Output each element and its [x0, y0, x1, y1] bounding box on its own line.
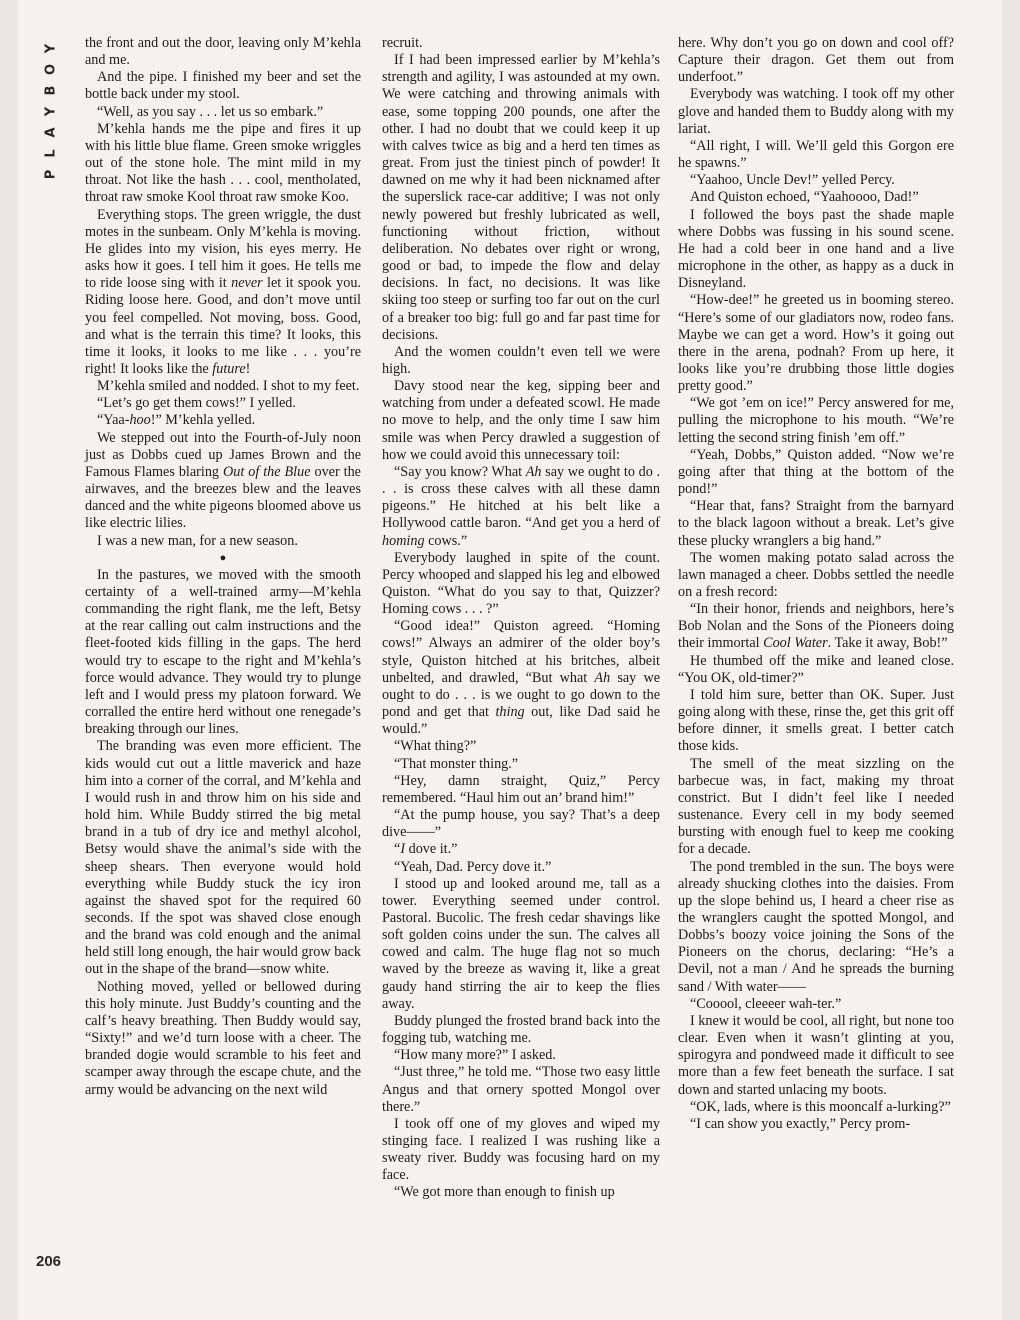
body-paragraph: the front and out the door, leaving only M’kehla and me. [85, 35, 361, 69]
masthead-letter: P [43, 169, 59, 180]
body-paragraph: M’kehla smiled and nodded. I shot to my feet. [97, 378, 360, 395]
body-paragraph: The smell of the meat sizzling on the barbecue was, in fact, making my throat constrict. But I didn’t feel like I needed sustenance. Every cell in my body seemed bursting with enough fuel to keep me cooking for a decade. [678, 755, 954, 858]
body-paragraph: “We got more than enough to finish up [394, 1184, 615, 1201]
body-paragraph: “We got ’em on ice!” Percy answered for me, pulling the microphone to his mouth. “We’re letting the second string finish ’em off.” [678, 395, 954, 446]
body-paragraph: “Hear that, fans? Straight from the barnyard to the black lagoon without a break. Let’s give these plucky wranglers a big hand.” [678, 498, 954, 549]
page-number: 206 [36, 1253, 62, 1270]
body-paragraph: And the pipe. I finished my beer and set the bottle back under my stool. [85, 69, 361, 103]
body-paragraph: “Cooool, cleeeer wah-ter.” [690, 995, 842, 1012]
masthead-letter: Y [43, 43, 59, 54]
body-paragraph: And the women couldn’t even tell we were high. [382, 343, 660, 377]
body-paragraph: “How many more?” I asked. [394, 1047, 556, 1064]
body-paragraph: “Just three,” he told me. “Those two easy little Angus and that ornery spotted Mongol over there.” [382, 1064, 660, 1115]
body-paragraph: “At the pump house, you say? That’s a deep dive——” [382, 807, 660, 841]
body-paragraph: Everybody was watching. I took off my other glove and handed them to Buddy along with my lariat. [678, 86, 954, 137]
body-paragraph: Everything stops. The green wriggle, the dust motes in the sunbeam. Only M’kehla is moving. He glides into my vision, his eyes merry. He asks how it goes. I tell him it goes. He tells me to ride loose sing with it never let it spook you. Riding loose here. Good, and don’t move until you feel compelled. Not moving, boss. Good, and what is the terrain this time? It looks, this time it looks, it looks to me like . . . you’re right! It looks like the future! [85, 206, 361, 377]
body-paragraph: recruit. [382, 35, 423, 51]
masthead-letter: A [43, 127, 59, 138]
body-paragraph: And Quiston echoed, “Yaahoooo, Dad!” [690, 189, 919, 206]
body-paragraph: I followed the boys past the shade maple where Dobbs was fussing in his sound scene. He had a cold beer in one hand and a live microphone in the other, as happy as a duck in Disneyland. [678, 206, 954, 292]
body-paragraph: “Yaa-hoo!” M’kehla yelled. [97, 412, 256, 429]
body-paragraph: I knew it would be cool, all right, but none too clear. Even when it wasn’t glinting at you, spirogyra and pondweed made it difficult to see more than a few feet beneath the surface. I sat down and started unlacing my boots. [678, 1012, 954, 1098]
body-paragraph: “Hey, damn straight, Quiz,” Percy remembered. “Haul him out an’ brand him!” [382, 772, 660, 806]
body-paragraph: “In their honor, friends and neighbors, here’s Bob Nolan and the Sons of the Pioneers doing their immortal Cool Water. Take it away, Bob!” [678, 601, 954, 652]
body-paragraph: I stood up and looked around me, tall as a tower. Everything seemed under control. Pastoral. Bucolic. The fresh cedar shavings like soft golden coins under the sun. The calves all cowed and calm. The huge flag not so much waved by the breeze as waving it, like a great gaudy hand stirring the air to keep the flies away. [382, 875, 660, 1012]
body-paragraph: “How-dee!” he greeted us in booming stereo. “Here’s some of our gladiators now, rodeo fans. Maybe we can get a word. How’s it going out there in the arena, podnah? From up here, it looks like you’re drubbing those little dogies pretty good.” [678, 292, 954, 395]
body-paragraph: He thumbed off the mike and leaned close. “You OK, old-timer?” [678, 652, 954, 686]
text-column-3 [678, 35, 954, 1133]
body-paragraph: Nothing moved, yelled or bellowed during this holy minute. Just Buddy’s counting and the calf’s heavy breathing. Then Buddy would say, “Sixty!” and we’d turn loose with a cheer. The branded dogie would scramble to his feet and scamper away through the escape chute, and the army would be advancing on the next wild [85, 978, 361, 1098]
masthead-letter: B [43, 85, 59, 96]
body-paragraph: “Well, as you say . . . let us so embark.” [97, 103, 324, 120]
body-paragraph: “Yeah, Dad. Percy dove it.” [394, 858, 552, 875]
body-paragraph: “Yeah, Dobbs,” Quiston added. “Now we’re going after that thing at the bottom of the pond!” [678, 446, 954, 498]
body-paragraph: “That monster thing.” [394, 755, 519, 772]
body-paragraph: We stepped out into the Fourth-of-July noon just as Dobbs cued up James Brown and the Famous Flames blaring Out of the Blue over the airwaves, and the breezes blew and the leaves danced and the white pigeons bloomed above us like electric lilies. [85, 429, 361, 532]
body-paragraph: I took off one of my gloves and wiped my stinging face. I realized I was rushing like a sweaty river. Buddy was focusing hard on my face. [382, 1115, 660, 1184]
text-column-2 [382, 35, 660, 1202]
body-paragraph: “OK, lads, where is this mooncalf a-lurking?” [690, 1098, 951, 1115]
body-paragraph: The branding was even more efficient. The kids would cut out a little maverick and haze him into a corner of the corral, and M’kehla and I would rush in and throw him on his side and hold him. While Buddy stirred the big metal brand in a tub of dry ice and methyl alcohol, Betsy would shave the animal’s side with the sheep shears. Then everyone would hold everything while Buddy stuck the icy iron against the shaved spot for the required 60 seconds. If the spot was shaved close enough and the brand was cold enough and the animal held still long enough, the hair would grow back out in the shape of the brand—snow white. [85, 738, 361, 978]
section-divider-bullet: ● [219, 551, 227, 564]
running-head-masthead [40, 38, 62, 185]
body-paragraph: The pond trembled in the sun. The boys were already shucking clothes into the daisies. From up the slope behind us, I heard a cheer rise as the wranglers caught the spotted Mongol, and Dobbs’s boozy voice joining the Sons of the Pioneers on the chorus, declaring: “He’s a Devil, not a man / And he spreads the burning sand / With water—— [678, 858, 954, 995]
body-paragraph: If I had been impressed earlier by M’kehla’s strength and agility, I was astounded at my own. We were catching and throwing animals with ease, some topping 200 pounds, one after the other. I had no doubt that we could keep it up with calves twice as big and a herd ten times as great. From just the tiniest pinch of powder! It dawned on me why it had been nicknamed after the superslick race-car additive; I was not only newly powered but freshly lubricated as well, functioning without friction, without deliberation. No debates over right or wrong, good or bad, to impede the flow and delay decisions. In fact, no decisions. It was like skiing too steep or surfing too far out on the curl of a breaker too big: full go and far past time for decisions. [382, 52, 660, 343]
body-paragraph: “What thing?” [394, 738, 477, 755]
body-paragraph: I told him sure, better than OK. Super. Just going along with these, rinse the, get this grit off before dinner, it smells great. I better catch those kids. [678, 686, 954, 755]
masthead-letter: Y [43, 106, 59, 117]
body-paragraph: The women making potato salad across the lawn managed a cheer. Dobbs settled the needle on a fresh record: [678, 549, 954, 600]
body-paragraph: Buddy plunged the frosted brand back into the fogging tub, watching me. [382, 1012, 660, 1047]
body-paragraph: “All right, I will. We’ll geld this Gorgon ere he spawns.” [678, 137, 954, 172]
body-paragraph: In the pastures, we moved with the smooth certainty of a well-trained army—M’kehla commanding the right flank, me the left, Betsy at the rear calling out calm instructions and the fleet-footed kids filling in the gaps. The herd would try to escape to the right and M’kehla’s force would advance. They would try to plunge left and I would press my platoon forward. We corralled the entire herd without one renegade’s breaking through our lines. [85, 566, 361, 738]
body-paragraph: M’kehla hands me the pipe and fires it up with his little blue flame. Green smoke wriggles out of the stone hole. The mint mild in my throat. Not like the hash . . . cool, mentholated, throat raw smoke Kool throat raw smoke Koo. [85, 120, 361, 206]
body-paragraph: “Say you know? What Ah say we ought to do . . . is cross these calves with all these damn pigeons.” He hitched at his belt like a Hollywood cattle baron. “And get you a herd of homing cows.” [382, 463, 660, 549]
magazine-page [18, 0, 1002, 1320]
text-column-1 [85, 35, 361, 1099]
body-paragraph: “Good idea!” Quiston agreed. “Homing cows!” Always an admirer of the older boy’s style, Quiston hitched at his britches, albeit unbelted, and drawled, “But what Ah say we ought to do . . . is we ought to go down to the pond and get that thing out, like Dad said he would.” [382, 618, 660, 738]
body-paragraph: “I dove it.” [394, 841, 458, 858]
body-paragraph: here. Why don’t you go on down and cool off? Capture their dragon. Get them out from underfoot.” [678, 35, 954, 86]
body-paragraph: “Let’s go get them cows!” I yelled. [97, 395, 296, 412]
body-paragraph: Everybody laughed in spite of the count. Percy whooped and slapped his leg and elbowed Quiston. “What do you say to that, Quizzer? Homing cows . . . ?” [382, 549, 660, 618]
body-paragraph: “Yaahoo, Uncle Dev!” yelled Percy. [690, 172, 895, 189]
masthead-letter: O [43, 63, 59, 76]
masthead-letter: L [43, 149, 59, 158]
body-paragraph: “I can show you exactly,” Percy prom- [690, 1115, 911, 1132]
body-paragraph: I was a new man, for a new season. [97, 532, 298, 549]
body-paragraph: Davy stood near the keg, sipping beer and watching from under a defeated scowl. He made no move to help, and the only time I saw him smile was when Percy drawled a suggestion of how we could avoid this unnecessary toil: [382, 378, 660, 463]
